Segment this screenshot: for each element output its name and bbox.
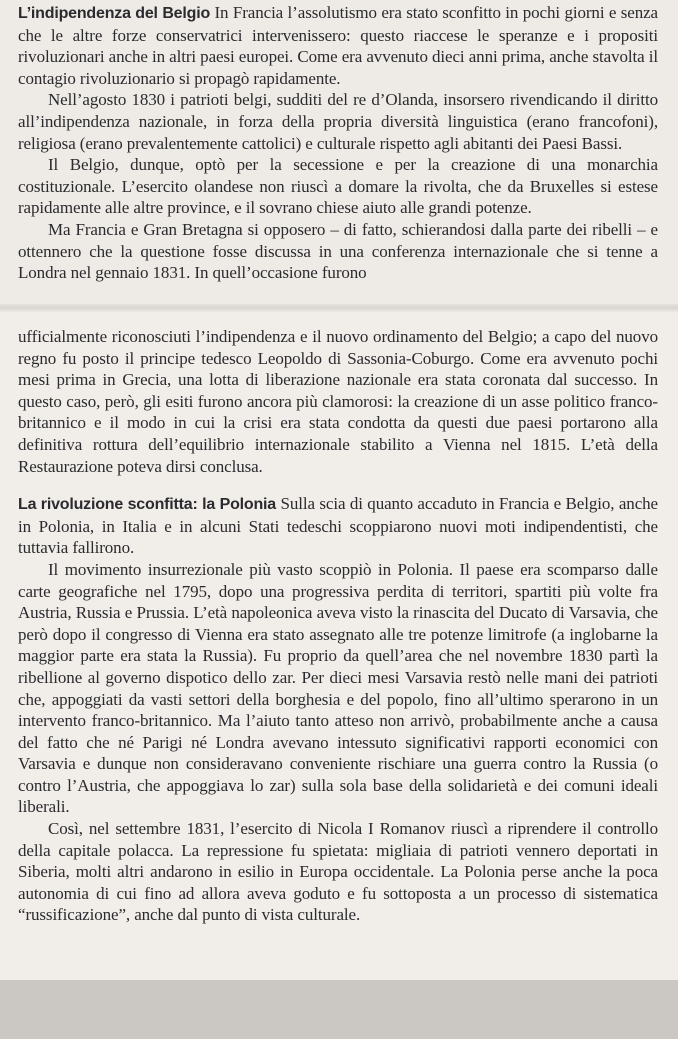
paragraph-polonia-intro-text: Sulla scia di quanto accaduto in Francia e Belgio, anche in Polonia, in Italia e in alcuni Stati tedeschi scoppiarono nuovi moti indipendentisti, che tuttavia fallirono. <box>18 494 658 558</box>
paragraph-intro <box>18 2 658 89</box>
background-gap <box>0 980 678 1039</box>
paragraph-polonia-intro <box>18 493 658 559</box>
paragraph-intro-text: In Francia l’assolutismo era stato sconfitto in pochi giorni e senza che le altre forze conservatrici intervenissero: questo riaccese le speranze e i propositi rivoluzionari anche in altri paesi europei. Come era avvenuto dieci anni prima, anche stavolta il contagio rivoluzionario si propagò rapidamente. <box>18 3 658 88</box>
paragraph-movimento: Il movimento insurrezionale più vasto scoppiò in Polonia. Il paese era scomparso dalle carte geografiche nel 1795, dopo una progressiva perdita di territori, spartiti più volte fra Austria, Russia e Prussia. L’età napoleonica aveva visto la rinascita del Ducato di Varsavia, che però dopo il congresso di Vienna era stato assegnato alle tre potenze limitrofe (a inglobarne la maggior parte era stata la Russia). Fu proprio da quell’area che nel novembre 1830 partì la ribellione al governo dispotico dello zar. Per dieci mesi Varsavia restò nelle mani dei patrioti che, appoggiati da vasti settori della borghesia e del popolo, fino all’ultimo sperarono in un intervento franco-britannico. Ma l’aiuto tanto atteso non arrivò, probabilmente anche a causa del fatto che né Parigi né Londra avevano intessuto significativi rapporti economici con Varsavia e dunque non consideravano conveniente rischiare una guerra contro la Russia (o contro l’Austria, che appoggiava lo zar) sulla sola base della solidarietà e dei comuni ideali liberali. <box>18 559 658 817</box>
page-fold <box>0 304 678 312</box>
paragraph-restaurazione: ufficialmente riconosciuti l’indipendenza e il nuovo ordinamento del Belgio; a capo del nuovo regno fu posto il principe tedesco Leopoldo di Sassonia-Coburgo. Come era avvenuto pochi mesi prima in Grecia, una lotta di liberazione nazionale era stata coronata dal successo. In questo caso, però, gli esiti furono ancora più clamorosi: la creazione di un asse politico franco-britannico e il modo in cui la crisi era stata condotta da questi due paesi portarono alla definitiva rottura dell’equilibrio internazionale stabilito a Vienna nel 1815. L’età della Restaurazione poteva dirsi conclusa. <box>18 327 658 476</box>
text-column-bottom <box>18 326 658 926</box>
text-column-top <box>18 2 658 284</box>
paragraph-conferenza: Ma Francia e Gran Bretagna si opposero – di fatto, schierandosi dalla parte dei ribelli – e ottennero che la questione fosse discussa in una conferenza internazionale che si tenne a Londra nel gennaio 1831. In quell’occasione furono <box>18 219 658 283</box>
section-heading-belgio: L’indipendenza del Belgio <box>18 5 211 22</box>
section-heading-polonia: La rivoluzione sconfitta: la Polonia <box>18 496 277 514</box>
paragraph-repressione: Così, nel settembre 1831, l’esercito di Nicola I Romanov riuscì a riprendere il controllo della capitale polacca. La repressione fu spietata: migliaia di patrioti vennero deportati in Siberia, molti altri andarono in esilio in Europa occidentale. La Polonia perse anche la poca autonomia di cui fino ad allora aveva goduto e fu sottoposta a un processo di sistematica “russificazione”, anche dal punto di vista culturale. <box>18 819 658 925</box>
paragraph-patrioti: Nell’agosto 1830 i patrioti belgi, sudditi del re d’Olanda, insorsero rivendicando il diritto all’indipendenza nazionale, in forza della propria diversità linguistica (erano francofoni), religiosa (erano prevalentemente cattolici) e culturale rispetto agli abitanti dei Paesi Bassi. <box>18 90 658 153</box>
paragraph-secessione: Il Belgio, dunque, optò per la secessione e per la creazione di una monarchia costituzionale. L’esercito olandese non riuscì a domare la rivolta, che da Bruxelles si estese rapidamente alle altre province, e il sovrano chiese aiuto alle grandi potenze. <box>18 155 658 218</box>
